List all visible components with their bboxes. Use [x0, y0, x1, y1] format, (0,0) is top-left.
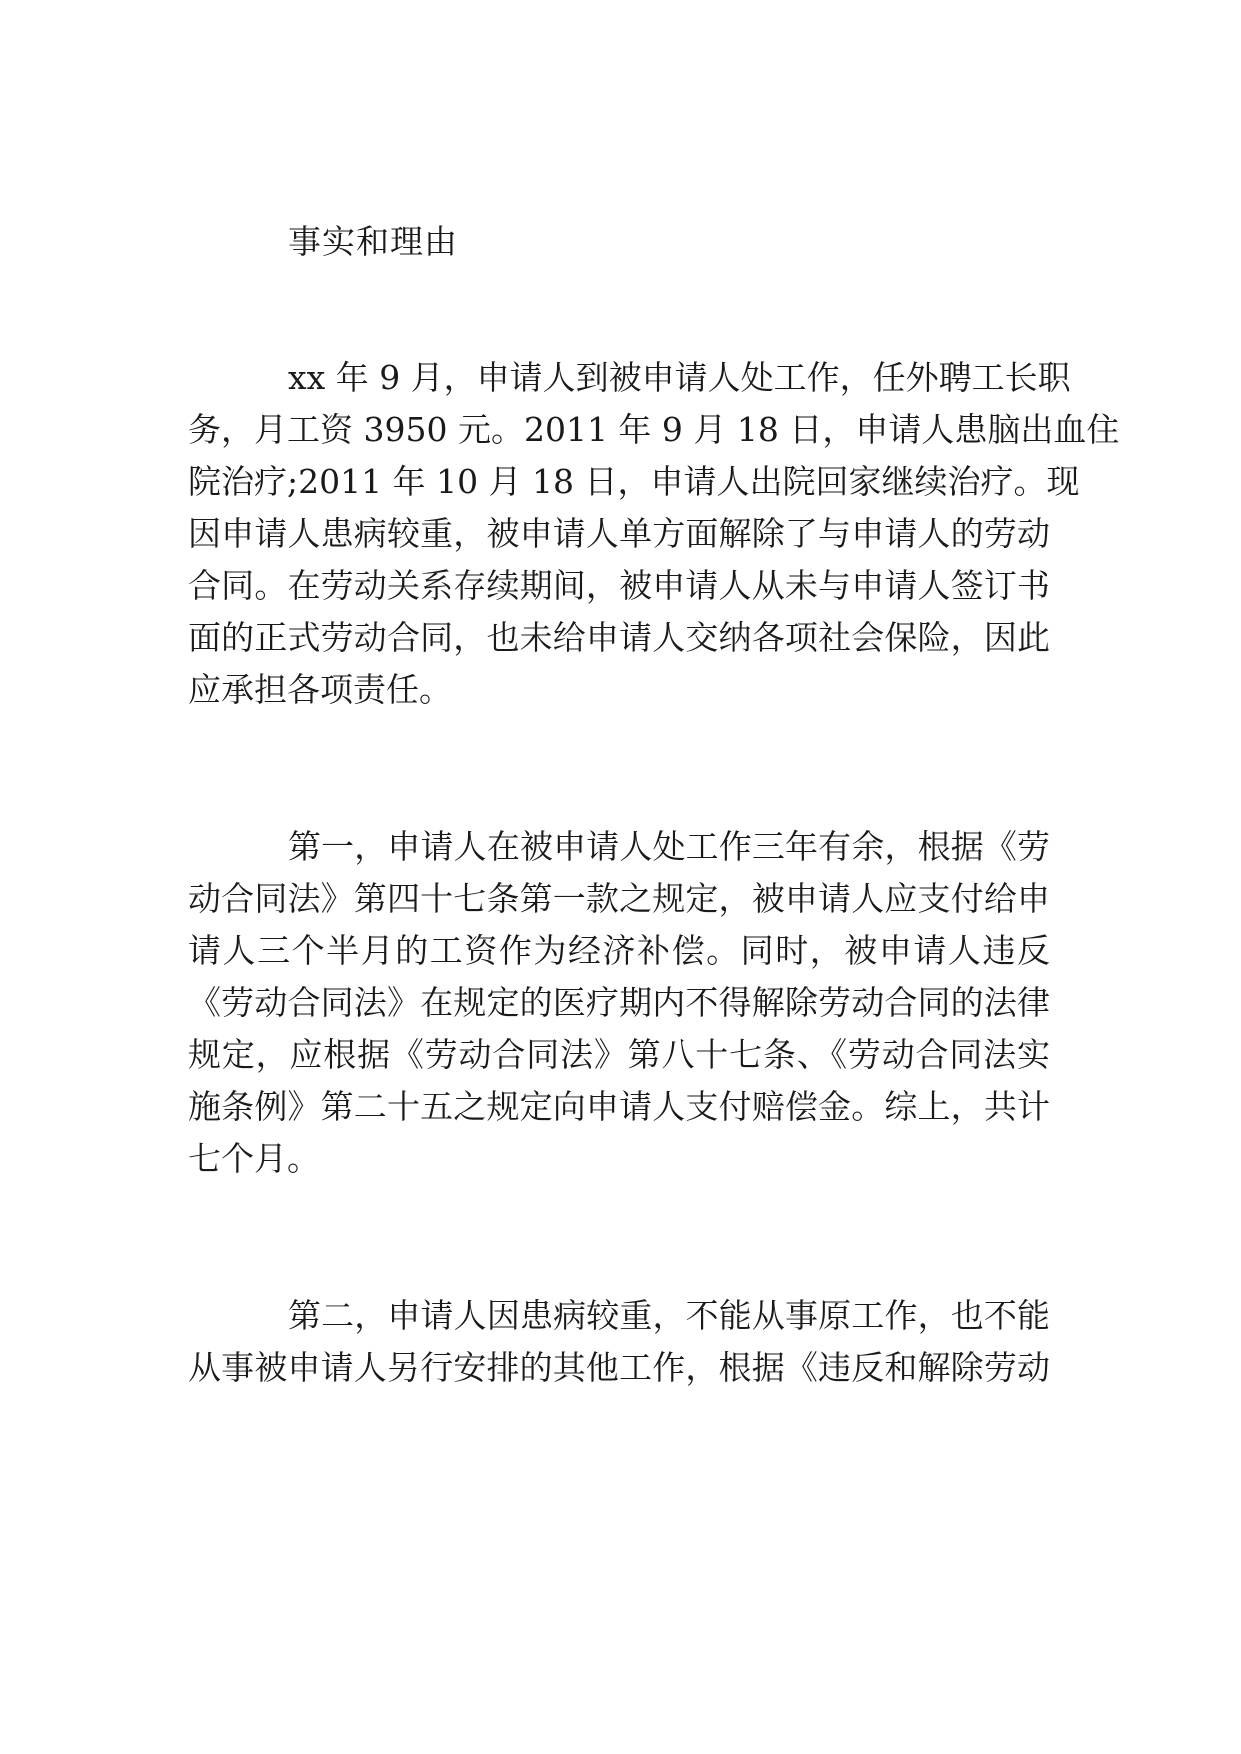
text-line: 从事被申请人另行安排的其他工作，根据《违反和解除劳动 — [188, 1348, 1050, 1387]
section-heading: 事实和理由 — [288, 222, 458, 261]
text-line: 规定，应根据《劳动合同法》第八十七条、《劳动合同法实 — [188, 1035, 1050, 1074]
text-line: 第二，申请人因患病较重，不能从事原工作，也不能 — [288, 1296, 1050, 1335]
text-line: 第一，申请人在被申请人处工作三年有余，根据《劳 — [288, 827, 1050, 866]
text-line: 施条例》第二十五之规定向申请人支付赔偿金。综上，共计 — [188, 1087, 1050, 1126]
text-line: 合同。在劳动关系存续期间，被申请人从未与申请人签订书 — [188, 566, 1050, 605]
text-line: 面的正式劳动合同，也未给申请人交纳各项社会保险，因此 — [188, 618, 1050, 657]
text-line: xx 年 9 月，申请人到被申请人处工作，任外聘工长职 — [288, 358, 1071, 397]
text-line: 《劳动合同法》在规定的医疗期内不得解除劳动合同的法律 — [188, 983, 1050, 1022]
text-line: 应承担各项责任。 — [188, 670, 452, 709]
text-line: 因申请人患病较重，被申请人单方面解除了与申请人的劳动 — [188, 514, 1050, 553]
text-line: 院治疗;2011 年 10 月 18 日，申请人出院回家继续治疗。现 — [188, 462, 1080, 501]
text-line: 七个月。 — [188, 1139, 320, 1178]
text-line: 务，月工资 3950 元。2011 年 9 月 18 日，申请人患脑出血住 — [188, 410, 1120, 449]
text-line: 请人三个半月的工资作为经济补偿。同时，被申请人违反 — [188, 931, 1050, 970]
text-line: 动合同法》第四十七条第一款之规定，被申请人应支付给申 — [188, 879, 1050, 918]
